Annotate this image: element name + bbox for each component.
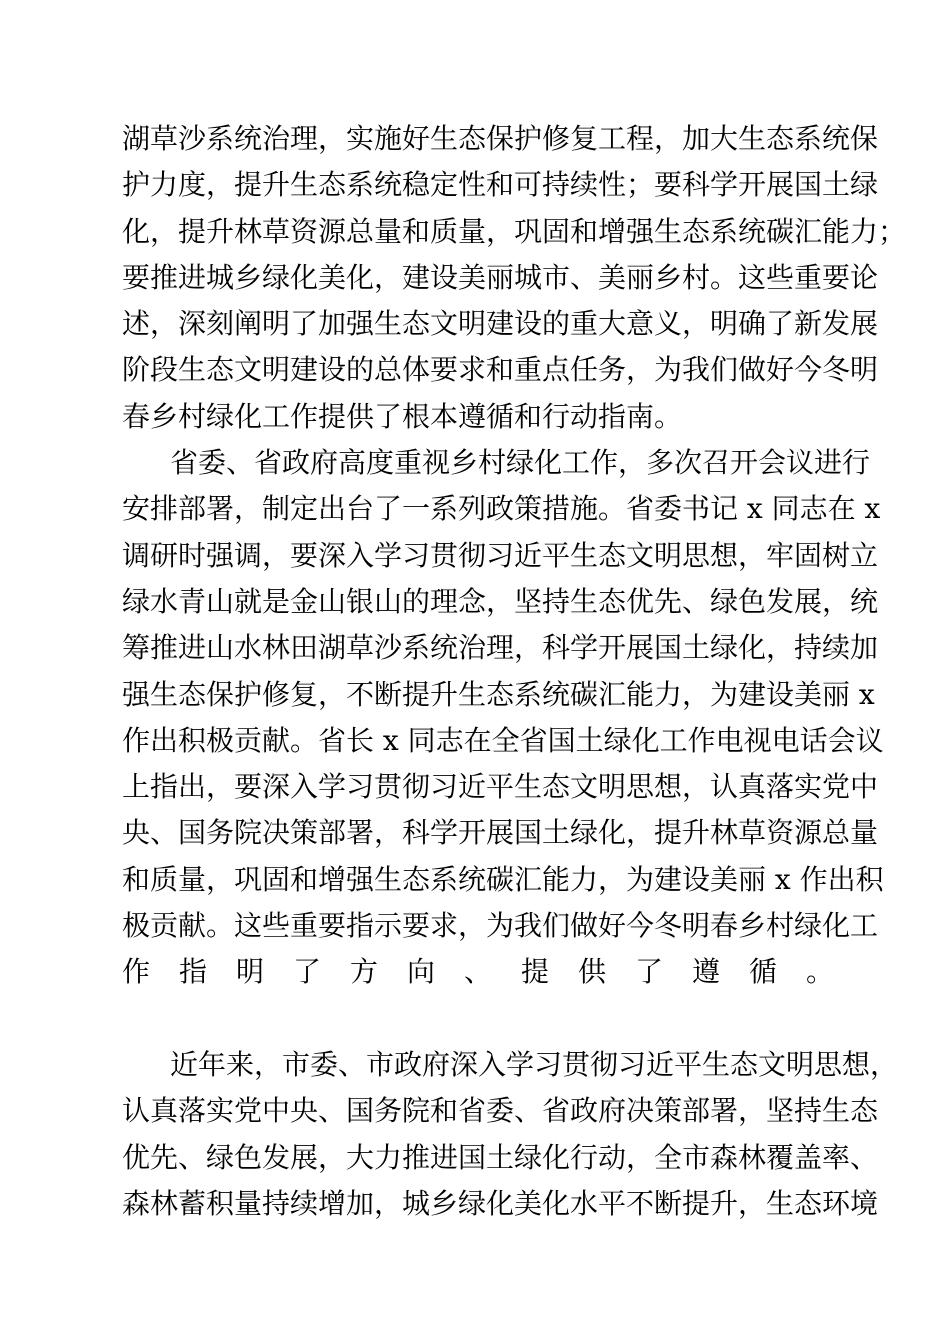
paragraph-line: 湖草沙系统治理，实施好生态保护修复工程，加大生态系统保 <box>122 122 879 155</box>
paragraph-line: 春乡村绿化工作提供了根本遵循和行动指南。 <box>122 399 683 433</box>
paragraph-line: 护力度，提升生态系统稳定性和可持续性；要科学开展国土绿 <box>122 168 879 202</box>
paragraph-line: 安排部署，制定出台了一系列政策措施。省委书记 x 同志在 x <box>122 492 881 526</box>
paragraph-line: 作指明了方向、提供了遵循。 <box>122 955 834 989</box>
paragraph-line: 化，提升林草资源总量和质量，巩固和增强生态系统碳汇能力； <box>122 214 907 248</box>
paragraph-line: 央、国务院决策部署，科学开展国土绿化，提升林草资源总量 <box>122 816 879 850</box>
paragraph-3 <box>122 1042 899 1227</box>
paragraph-line: 极贡献。这些重要指示要求，为我们做好今冬明春乡村绿化工 <box>122 909 879 943</box>
paragraph-1 <box>122 116 907 440</box>
paragraph-line: 要推进城乡绿化美化，建设美丽城市、美丽乡村。这些重要论 <box>122 260 879 294</box>
paragraph-line: 筹推进山水林田湖草沙系统治理，科学开展国土绿化，持续加 <box>122 631 879 665</box>
paragraph-line <box>122 996 834 1042</box>
paragraph-line: 绿水青山就是金山银山的理念，坚持生态优先、绿色发展，统 <box>122 584 879 618</box>
paragraph-line: 述，深刻阐明了加强生态文明建设的重大意义，明确了新发展 <box>122 307 879 341</box>
paragraph-line: 调研时强调，要深入学习贯彻习近平生态文明思想，牢固树立 <box>122 538 879 572</box>
paragraph-line: 省委、省政府高度重视乡村绿化工作，多次召开会议进行 <box>170 446 871 480</box>
paragraph-line: 优先、绿色发展，大力推进国土绿化行动，全市森林覆盖率、 <box>122 1140 879 1174</box>
paragraph-line: 森林蓄积量持续增加，城乡绿化美化水平不断提升，生态环境 <box>122 1186 879 1220</box>
paragraph-line: 作出积极贡献。省长 x 同志在全省国土绿化工作电视电话会议 <box>122 723 884 757</box>
paragraph-line: 阶段生态文明建设的总体要求和重点任务，为我们做好今冬明 <box>122 353 879 387</box>
paragraph-line: 近年来，市委、市政府深入学习贯彻习近平生态文明思想， <box>170 1047 899 1081</box>
paragraph-line: 强生态保护修复，不断提升生态系统碳汇能力，为建设美丽 x <box>122 677 875 711</box>
paragraph-line: 上指出，要深入学习贯彻习近平生态文明思想，认真落实党中 <box>122 770 879 804</box>
paragraph-2 <box>122 440 884 1042</box>
body-text <box>122 116 907 1227</box>
paragraph-line: 认真落实党中央、国务院和省委、省政府决策部署，坚持生态 <box>122 1094 879 1128</box>
paragraph-line: 和质量，巩固和增强生态系统碳汇能力，为建设美丽 x 作出积 <box>122 862 884 896</box>
